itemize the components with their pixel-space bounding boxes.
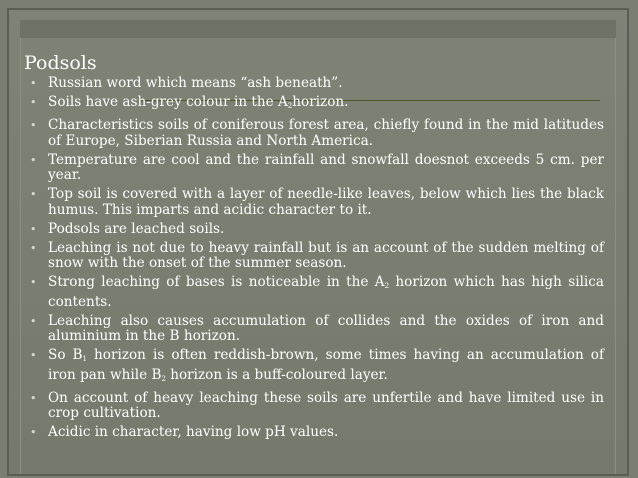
bullet-text: horizon is a buff-coloured layer. xyxy=(165,366,388,383)
slide-title: Podsols xyxy=(24,52,97,74)
subscript: 2 xyxy=(161,374,166,383)
bullet-dot-icon: • xyxy=(30,96,37,109)
top-bar xyxy=(20,20,616,38)
bullet-text: Leaching is not due to heavy rainfall but is an account of the sudden melting of snow with the onset of the summer season. xyxy=(48,239,604,271)
bullet-dot-icon: • xyxy=(30,119,37,132)
bullet-text: Top soil is covered with a layer of needle-like leaves, below which lies the black humus. This imparts and acidic character to it. xyxy=(48,186,604,218)
bullet-dot-icon: • xyxy=(30,314,37,328)
bullet-dot-icon: • xyxy=(30,426,37,439)
bullet-dot-icon: • xyxy=(30,188,37,201)
bullet-dot-icon: • xyxy=(30,241,37,255)
subscript: 1 xyxy=(82,355,87,363)
bullet-item xyxy=(30,222,604,238)
bullet-text: Acidic in character, having low pH values. xyxy=(48,424,339,440)
bullet-item xyxy=(30,275,604,310)
bullet-item xyxy=(30,314,604,345)
bullet-item xyxy=(30,241,604,272)
bullet-text: Characteristics soils of coniferous forest area, chiefly found in the mid latitudes of Europe, Siberian Russia and North America. xyxy=(48,117,604,149)
subscript: 2 xyxy=(287,102,293,110)
bullet-item xyxy=(30,391,604,422)
bullet-dot-icon: • xyxy=(30,153,37,167)
bullet-text: horizon is often reddish-brown, some times having an accumulation of iron pan while B xyxy=(48,347,604,383)
bullet-text: horizon which has high silica contents. xyxy=(48,274,604,310)
bullet-text: Podsols are leached soils. xyxy=(48,220,225,237)
bullet-dot-icon: • xyxy=(30,391,37,405)
bullet-item xyxy=(30,153,604,184)
bullet-item xyxy=(30,118,604,149)
bullet-text: Soils have ash-grey colour in the A xyxy=(48,94,288,110)
bullet-dot-icon: • xyxy=(30,77,37,90)
bullet-text: Russian word which means “ash beneath”. xyxy=(48,75,343,91)
bullet-item xyxy=(30,425,604,441)
bullet-text: Leaching also causes accumulation of collides and the oxides of iron and aluminium in the B horizon. xyxy=(48,312,604,344)
bullet-text: Strong leaching of bases is noticeable in the A xyxy=(48,274,385,290)
bullet-dot-icon: • xyxy=(30,349,37,362)
bullet-item xyxy=(30,187,604,218)
subscript: 2 xyxy=(384,282,390,290)
bullet-text: horizon. xyxy=(292,94,349,110)
bullet-text: So B xyxy=(48,347,83,363)
bullet-item xyxy=(30,76,604,92)
bullet-dot-icon: • xyxy=(30,276,37,289)
bullet-item xyxy=(30,348,604,387)
bullet-text: On account of heavy leaching these soils are unfertile and have limited use in crop cultivation. xyxy=(48,389,604,421)
bullet-dot-icon: • xyxy=(30,222,37,236)
bullet-item xyxy=(30,95,604,115)
bullet-list xyxy=(30,76,604,444)
bullet-text: Temperature are cool and the rainfall and snowfall doesnot exceeds 5 cm. per year. xyxy=(48,151,604,183)
